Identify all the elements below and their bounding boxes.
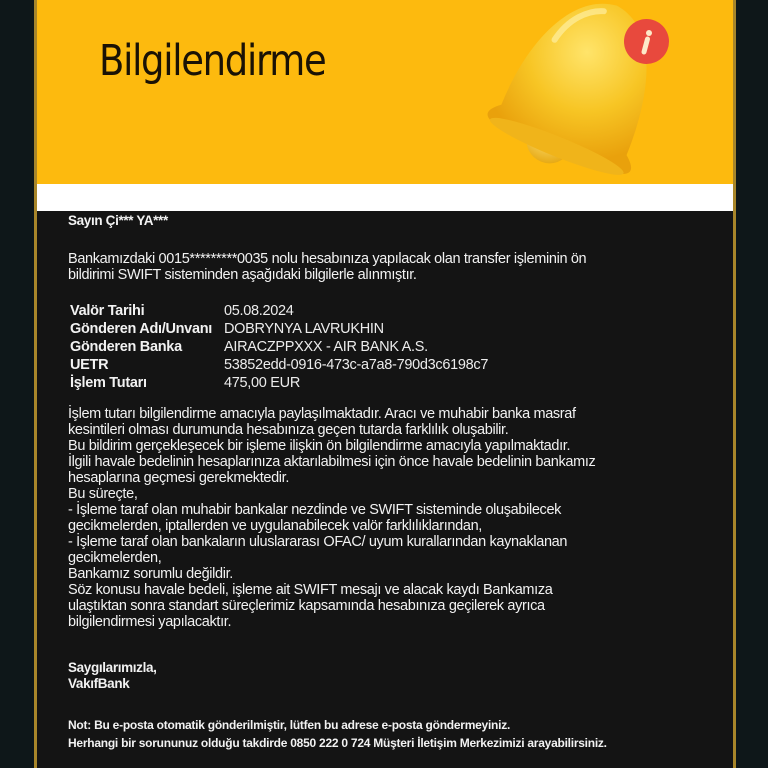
- detail-row-sender-name: [70, 320, 488, 338]
- greeting: Sayın Çi*** YA***: [68, 213, 168, 228]
- detail-row-amount: [70, 374, 488, 392]
- intro-line: Bankamızdaki 0015*********0035 nolu hesabınıza yapılacak olan transfer işleminin ön: [68, 251, 587, 267]
- signoff: [68, 660, 157, 692]
- info-badge: [624, 19, 669, 64]
- email-frame: [34, 0, 736, 768]
- intro-line: bildirimi SWIFT sisteminden aşağıdaki bilgilerle alınmıştır.: [68, 267, 417, 283]
- detail-row-value-date: [70, 302, 488, 320]
- disclaimer-paragraph: [68, 406, 595, 630]
- detail-value: 475,00 EUR: [224, 375, 300, 391]
- banner-divider: [37, 184, 733, 211]
- body-line: hesaplarına geçmesi gerekmektedir.: [68, 470, 290, 486]
- body-line: İşlem tutarı bilgilendirme amacıyla paylaşılmaktadır. Aracı ve muhabir banka masraf: [68, 406, 576, 422]
- detail-value: 05.08.2024: [224, 303, 294, 319]
- body-line: Bu bildirim gerçekleşecek bir işleme ilişkin ön bilgilendirme amacıyla yapılmaktadır.: [68, 438, 571, 454]
- body-line: - İşleme taraf olan bankaların uluslararası OFAC/ uyum kurallarından kaynaklanan: [68, 534, 568, 550]
- detail-row-uetr: [70, 356, 488, 374]
- detail-value: 53852edd-0916-473c-a7a8-790d3c6198c7: [224, 357, 489, 373]
- body-line: İlgili havale bedelinin hesaplarınıza aktarılabilmesi için önce havale bedelinin bankamız: [68, 454, 596, 470]
- note-line: Herhangi bir sorununuz olduğu takdirde 0850 222 0 724 Müşteri İletişim Merkezimizi arayabilirsiniz.: [68, 736, 607, 750]
- body-line: Söz konusu havale bedeli, işleme ait SWIFT mesajı ve alacak kaydı Bankamıza: [68, 582, 553, 598]
- body-line: ulaştıktan sonra standart süreçlerimiz kapsamında hesabınıza geçilerek ayrıca: [68, 598, 545, 614]
- detail-value: DOBRYNYA LAVRUKHIN: [224, 321, 384, 337]
- detail-label: Valör Tarihi: [70, 303, 145, 319]
- intro-paragraph: [68, 251, 586, 283]
- body-line: gecikmelerden,: [68, 550, 162, 566]
- body-line: - İşleme taraf olan muhabir bankalar nezdinde ve SWIFT sisteminde oluşabilecek: [68, 502, 562, 518]
- email-body: [37, 211, 733, 768]
- detail-value: AIRACZPPXXX - AIR BANK A.S.: [224, 339, 428, 355]
- detail-row-sender-bank: [70, 338, 488, 356]
- detail-label: Gönderen Banka: [70, 339, 182, 355]
- header-banner: [37, 0, 733, 184]
- detail-label: Gönderen Adı/Unvanı: [70, 321, 212, 337]
- signoff-bank-name: VakıfBank: [68, 676, 130, 691]
- body-line: bilgilendirmesi yapılacaktır.: [68, 614, 232, 630]
- note-line: Not: Bu e-posta otomatik gönderilmiştir, lütfen bu adrese e-posta göndermeyiniz.: [68, 718, 511, 732]
- transfer-details-table: [70, 302, 488, 392]
- body-line: Bankamız sorumlu değildir.: [68, 566, 233, 582]
- body-line: gecikmelerden, iptallerden ve uygulanabilecek valör farklılıklarından,: [68, 518, 482, 534]
- footer-note: [68, 716, 607, 752]
- detail-label: UETR: [70, 357, 109, 373]
- banner-title: Bilgilendirme: [99, 36, 326, 86]
- info-icon: [624, 19, 669, 64]
- body-line: Bu süreçte,: [68, 486, 138, 502]
- body-line: kesintileri olması durumunda hesabınıza geçen tutarda farklılık oluşabilir.: [68, 422, 509, 438]
- detail-label: İşlem Tutarı: [70, 375, 147, 391]
- signoff-line: Saygılarımızla,: [68, 660, 157, 675]
